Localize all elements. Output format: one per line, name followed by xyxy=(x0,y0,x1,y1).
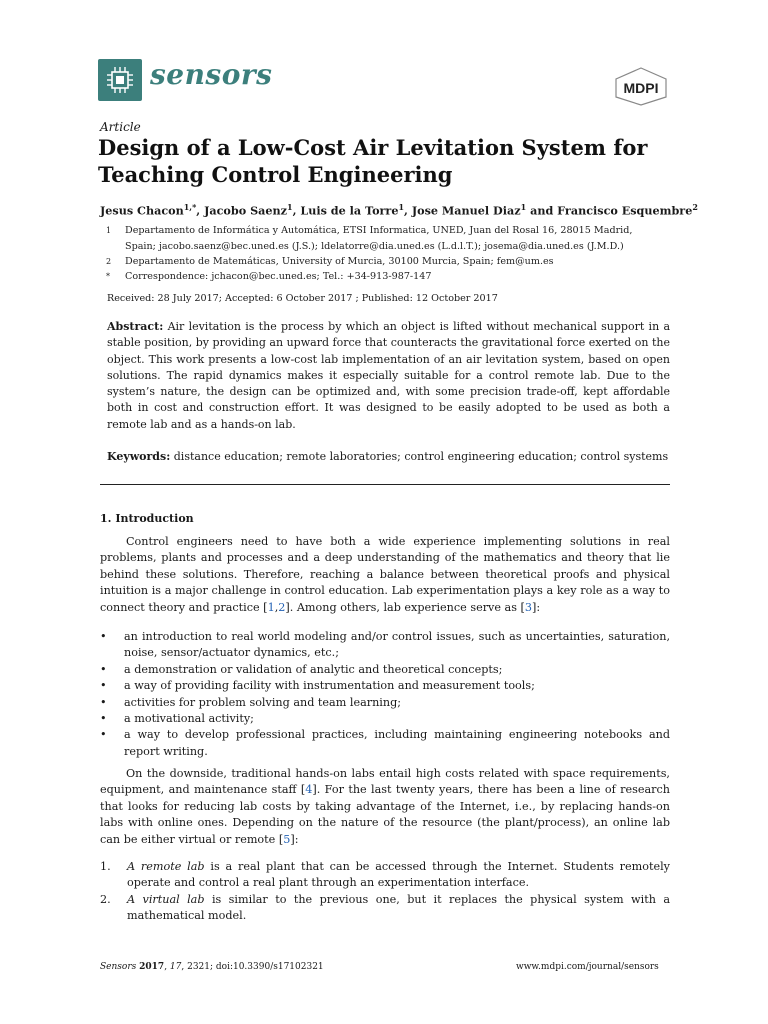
citation-link[interactable]: 4 xyxy=(305,783,313,797)
journal-logo[interactable] xyxy=(98,59,142,101)
footer-journal: Sensors xyxy=(100,962,137,972)
publisher-name: MDPI xyxy=(623,80,659,96)
affiliation-mark: 2 xyxy=(106,257,112,266)
author-2-affil: 1 xyxy=(287,202,293,212)
paragraph-text: On the downside, traditional hands-on labs entail high costs related with space requirements, equipment, and maintenance staff [ xyxy=(100,767,670,797)
abstract xyxy=(107,319,670,433)
paragraph-text: Control engineers need to have both a wide experience implementing solutions in real problems, plants and processes and a deep understanding of the mathematics and theory that lie behind these solutions. Therefore, reaching a balance between theoretical proofs and physical intuition is a major challenge in control education. Lab experimentation plays a key role as a way to connect theory and practice [ xyxy=(100,535,670,614)
affiliation-text: Spain; jacobo.saenz@bec.uned.es (J.S.); ldelatorre@dia.uned.es (L.d.l.T.); josema@dia.uned.es (J.M.D.) xyxy=(125,241,624,252)
affiliation-mark: 1 xyxy=(106,226,112,235)
keywords xyxy=(107,450,668,463)
author-1-corresponding: * xyxy=(192,202,197,212)
bullet-marker: • xyxy=(100,630,107,643)
bullet-list xyxy=(100,629,670,760)
mdpi-logo[interactable] xyxy=(612,66,670,106)
author-4-affil: 1 xyxy=(520,202,527,212)
list-item: • a motivational activity; xyxy=(100,711,670,727)
intro-paragraph-1: Control engineers need to have both a wide experience implementing solutions in real problems, plants and processes and a deep understanding of the mathematics and theory that lie behind these solutions. Therefore, reaching a balance between theoretical proofs and physical intuition is a major challenge in control education. Lab experimentation plays a key role as a way to connect theory and practice [1,2]. Among others, lab experience serve as [3]: xyxy=(100,535,670,614)
list-item: • a demonstration or validation of analytic and theoretical concepts; xyxy=(100,662,670,678)
list-item: • a way to develop professional practices, including maintaining engineering notebooks and report writing. xyxy=(100,728,670,758)
bullet-marker: • xyxy=(100,679,107,693)
author-3-affil: 1 xyxy=(398,202,405,212)
list-number: 1. xyxy=(100,860,111,873)
divider xyxy=(100,484,670,485)
bullet-marker: • xyxy=(100,712,107,726)
publication-dates: Received: 28 July 2017; Accepted: 6 October 2017 ; Published: 12 October 2017 xyxy=(107,293,498,304)
author-list xyxy=(100,202,698,218)
affiliation-mark: * xyxy=(106,272,110,281)
keywords-text: distance education; remote laboratories; control engineering education; control systems xyxy=(173,450,669,463)
bullet-marker: • xyxy=(100,695,107,709)
affiliation-text: Departamento de Informática y Automática, ETSI Informatica, UNED, Juan del Rosal 16, 28015 Madrid, xyxy=(125,225,633,236)
list-item: 1. A remote lab is a real plant that can be accessed through the Internet. Students remotely operate and control a real plant through an experimentation interface. xyxy=(100,860,670,890)
author-3[interactable]: , Luis de la Torre xyxy=(292,203,399,218)
affiliation-text: Departamento de Matemáticas, University of Murcia, 30100 Murcia, Spain; fem@um.es xyxy=(125,256,554,267)
citation-footer: Sensors 2017, 17, 2321; doi:10.3390/s17102321 xyxy=(100,962,324,972)
journal-url[interactable]: www.mdpi.com/journal/sensors xyxy=(516,962,659,972)
footer-year: 2017 xyxy=(139,962,165,972)
paragraph-text: ]. Among others, lab experience serve as [ xyxy=(285,600,525,614)
list-item: • an introduction to real world modeling and/or control issues, such as uncertainties, saturation, noise, sensor/actuator dynamics, etc.; xyxy=(100,630,670,660)
footer-volume: 17 xyxy=(169,962,182,972)
list-item: • a way of providing facility with instrumentation and measurement tools; xyxy=(100,678,670,694)
title-line-2: Teaching Control Engineering xyxy=(98,162,453,187)
author-5[interactable]: and Francisco Esquembre xyxy=(526,203,693,218)
bullet-marker: • xyxy=(100,662,107,676)
bullet-marker: • xyxy=(100,728,107,742)
citation-link[interactable]: 1 xyxy=(267,600,275,614)
citation-link[interactable]: 3 xyxy=(524,600,532,614)
list-number: 2. xyxy=(100,892,111,906)
term: A remote lab xyxy=(127,860,205,873)
author-1[interactable]: Jesus Chacon xyxy=(100,203,184,218)
page-title xyxy=(98,134,698,188)
numbered-list xyxy=(100,859,670,925)
citation-link[interactable]: 5 xyxy=(283,832,291,846)
article-type: Article xyxy=(100,120,141,134)
list-item: 2. A virtual lab is similar to the previous one, but it replaces the physical system with a mathematical model. xyxy=(100,892,671,923)
paragraph-text: ]. For the last twenty years, there has been a line of research that looks for reducing lab costs by taking advantage of the Internet, i.e., by replacing hands-on labs with online ones. Depending on the nature of the resource (the plant/process), an online lab can be either virtual or remote [ xyxy=(100,783,670,846)
abstract-text: Air levitation is the process by which an object is lifted without mechanical support in a stable position, by providing an upward force that counteracts the gravitational force exerted on the object. This work presents a low-cost lab implementation of an air levitation system, based on open solutions. The rapid dynamics makes it especially suitable for a control remote lab. Due to the system’s nature, the design can be optimized and, with some precision trade-off, kept affordable both in cost and construction effort. It was designed to be easily adopted to be used as both a remote lab and as a hands-on lab. xyxy=(107,320,671,431)
keywords-label: Keywords: xyxy=(107,450,171,463)
section-heading: 1. Introduction xyxy=(100,512,194,525)
chip-icon xyxy=(98,59,142,101)
title-line-1: Design of a Low-Cost Air Levitation System for xyxy=(98,135,648,160)
correspondence-text: Correspondence: jchacon@bec.uned.es; Tel.: +34-913-987-147 xyxy=(125,271,432,282)
author-5-affil: 2 xyxy=(692,202,698,212)
journal-name[interactable]: sensors xyxy=(150,58,273,91)
abstract-label: Abstract: xyxy=(107,320,164,333)
footer-doi: , 2321; doi:10.3390/s17102321 xyxy=(181,962,324,972)
citation-link[interactable]: 2 xyxy=(278,600,286,614)
author-1-affil: 1, xyxy=(183,202,193,212)
intro-paragraph-2: On the downside, traditional hands-on labs entail high costs related with space requirements, equipment, and maintenance staff [4]. For the last twenty years, there has been a line of research that looks for reducing lab costs by taking advantage of the Internet, i.e., by replacing hands-on labs with online ones. Depending on the nature of the resource (the plant/process), an online lab can be either virtual or remote [5]: xyxy=(100,767,670,846)
list-item: • activities for problem solving and team learning; xyxy=(100,695,670,711)
author-2[interactable]: , Jacobo Saenz xyxy=(196,203,287,218)
term: A virtual lab xyxy=(127,892,205,906)
author-4[interactable]: , Jose Manuel Diaz xyxy=(404,203,521,218)
